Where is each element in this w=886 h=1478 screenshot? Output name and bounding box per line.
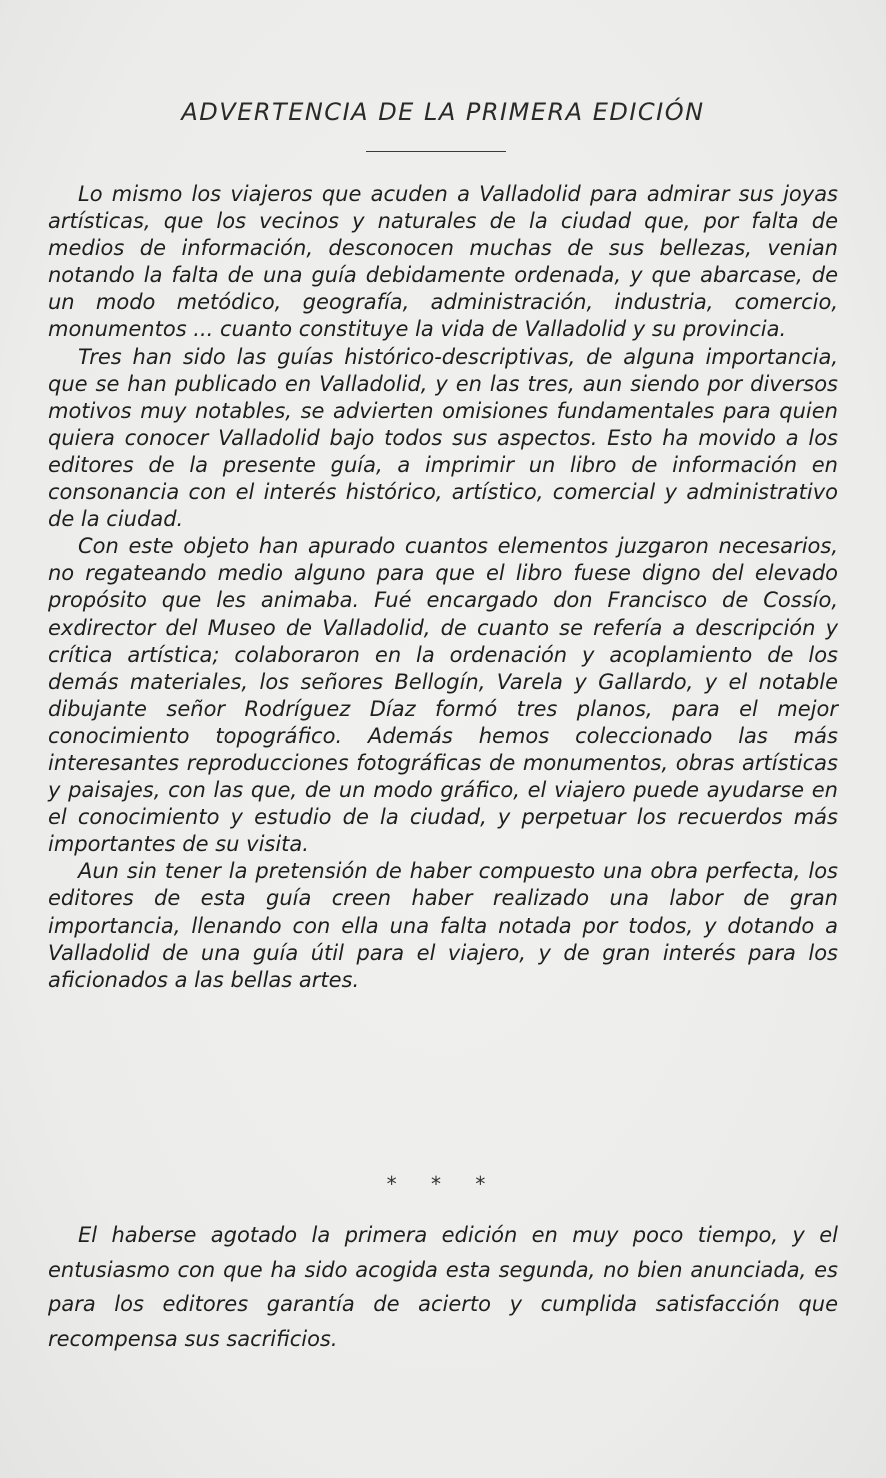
paragraph-2: Tres han sido las guías histórico-descriptivas, de alguna importancia, que se han publicado en Valladolid, y en las tres, aun siendo por diversos motivos muy notables, se advierten omisiones fundamentales para quien quiera conocer Valladolid bajo todos sus aspectos. Esto ha movido a los editores de la presente guía, a imprimir un libro de información en consonancia con el interés histórico, artístico, comercial y administrativo de la ciudad.: [48, 344, 838, 532]
section-separator: * * *: [386, 1172, 500, 1196]
title-rule: [366, 151, 506, 152]
paragraph-4: Aun sin tener la pretensión de haber compuesto una obra perfecta, los editores de esta guía creen haber realizado una labor de gran importancia, llenando con ella una falta notada por todos, y dotando a Valladolid de una guía útil para el viajero, y de gran interés para los aficionados a las bellas artes.: [48, 859, 838, 992]
addendum-paragraph: El haberse agotado la primera edición en muy poco tiempo, y el entusiasmo con que ha sido acogida esta segunda, no bien anunciada, es para los editores garantía de acierto y cumplida satisfacción que recompensa sus sacrificios.: [48, 1223, 838, 1351]
paragraph-1: Lo mismo los viajeros que acuden a Valladolid para admirar sus joyas artísticas, que los vecinos y naturales de la ciudad que, por falta de medios de información, desconocen muchas de sus bellezas, venian notando la falta de una guía debidamente ordenada, y que abarcase, de un modo metódico, geografía, administración, industria, comercio, monumentos ... cuanto constituye la vida de Valladolid y su provincia.: [48, 182, 838, 342]
page-title: ADVERTENCIA DE LA PRIMERA EDICIÓN: [181, 98, 705, 126]
main-text: [48, 181, 838, 994]
paragraph-3: Con este objeto han apurado cuantos elementos juzgaron necesarios, no regateando medio alguno para que el libro fuese digno del elevado propósito que les animaba. Fué encargado don Francisco de Cossío, exdirector del Museo de Valladolid, de cuanto se refería a descripción y crítica artística; colaboraron en la ordenación y acoplamiento de los demás materiales, los señores Bellogín, Varela y Gallardo, y el notable dibujante señor Rodríguez Díaz formó tres planos, para el mejor conocimiento topográfico. Además hemos coleccionado las más interesantes reproducciones fotográficas de monumentos, obras artísticas y paisajes, con las que, de un modo gráfico, el viajero puede ayudarse en el conocimiento y estudio de la ciudad, y perpetuar los recuerdos más importantes de su visita.: [48, 534, 838, 857]
second-edition-note: [48, 1218, 838, 1356]
